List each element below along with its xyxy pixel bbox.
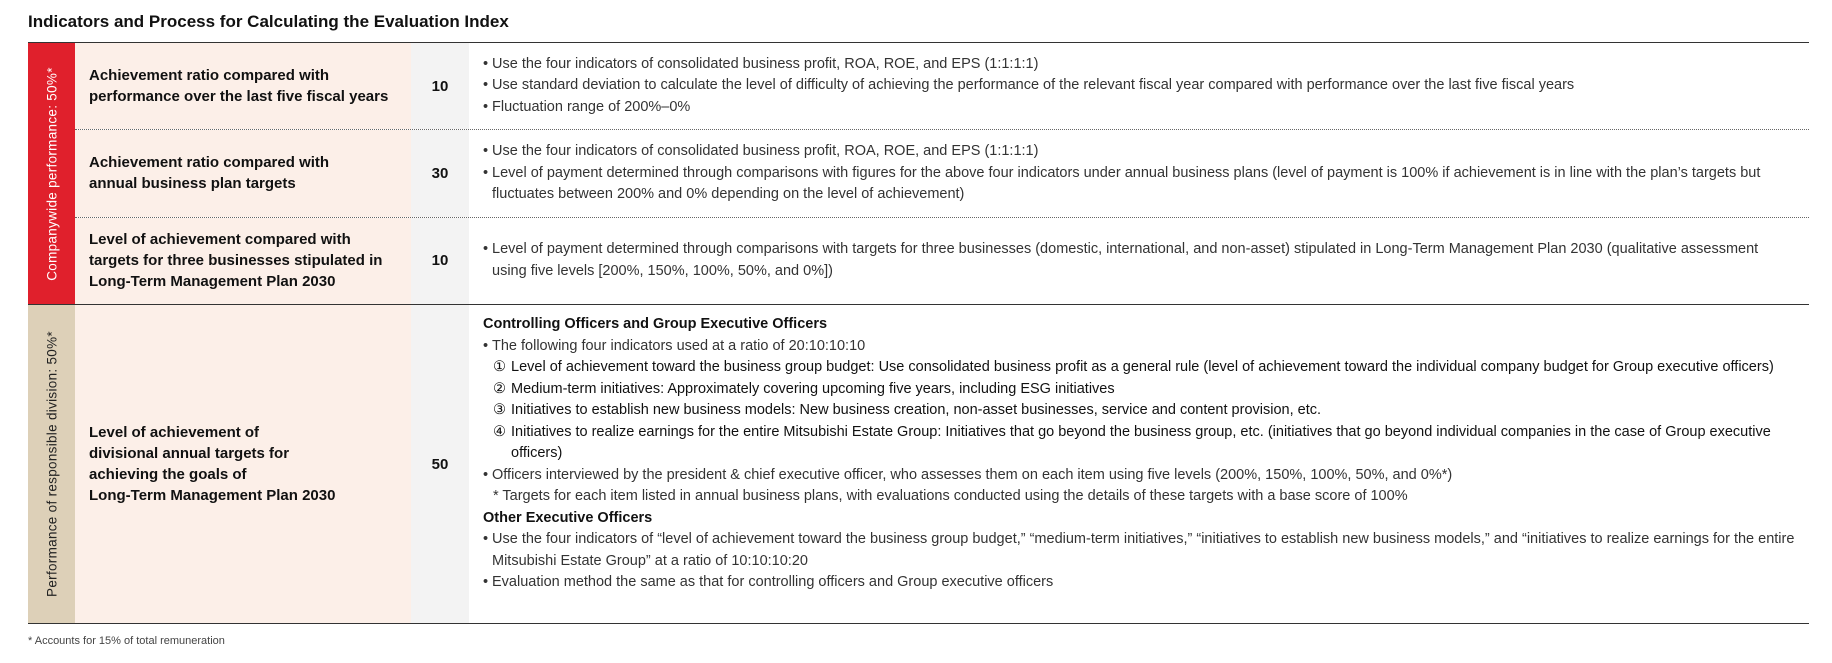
label-line: Achievement ratio compared with <box>89 67 330 85</box>
description <box>469 43 1809 129</box>
item-number: ② <box>493 380 506 397</box>
label-line: Long-Term Management Plan 2030 <box>89 487 336 504</box>
table-row <box>75 218 1809 304</box>
score-value: 10 <box>411 43 469 129</box>
indicator-label <box>75 130 411 216</box>
label-line: Achievement ratio compared with <box>89 154 330 172</box>
companywide-sidebar-label: Companywide performance: 50%* <box>44 66 59 281</box>
description <box>469 305 1809 623</box>
label-line: Level of achievement compared with <box>89 231 351 249</box>
companywide-sidebar <box>28 43 75 304</box>
numbered-item <box>483 422 1795 465</box>
division-sidebar <box>28 305 75 623</box>
companywide-section <box>28 43 1809 305</box>
page-title: Indicators and Process for Calculating the Evaluation Index <box>28 12 509 31</box>
numbered-item <box>483 379 1795 401</box>
division-sidebar-label: Performance of responsible division: 50%* <box>44 331 59 597</box>
item-text: Medium-term initiatives: Approximately covering upcoming five years, including ESG initiatives <box>511 380 1115 397</box>
item-text: Level of achievement toward the business group budget: Use consolidated business profit as a general rule (level of achievement toward the individual company budget for Group executive officers) <box>511 359 1774 375</box>
label-line: targets for three businesses stipulated in <box>89 252 383 270</box>
indicator-label <box>75 305 411 623</box>
bullet-item: • Officers interviewed by the president & chief executive officer, who assesses them on each item using five levels (200%, 150%, 100%, 50%, and 0%*) <box>483 465 1795 487</box>
bullet-item: • Fluctuation range of 200%–0% <box>483 97 1795 119</box>
indicator-label <box>75 43 411 129</box>
label-line: performance over the last five fiscal years <box>89 88 389 106</box>
note-text: * Targets for each item listed in annual business plans, with evaluations conducted using the details of these targets with a base score of 100% <box>493 488 1408 504</box>
score-value: 50 <box>411 305 469 623</box>
indicator-label <box>75 218 411 304</box>
label-line: Long-Term Management Plan 2030 <box>89 273 336 291</box>
bullet-item: • Level of payment determined through comparisons with targets for three businesses (domestic, international, and non-asset) stipulated in Long-Term Management Plan 2030 (qualitative assessment using five levels [200%, 150%, 100%, 50%, and 0%]) <box>483 239 1795 282</box>
score-value: 10 <box>411 218 469 304</box>
table-row <box>75 43 1809 130</box>
footnote: * Accounts for 15% of total remuneration <box>28 635 225 647</box>
subheading: Controlling Officers and Group Executive Officers <box>483 316 828 332</box>
bullet-item: • Use the four indicators of consolidated business profit, ROA, ROE, and EPS (1:1:1:1) <box>483 141 1795 163</box>
bullet-item: • Use standard deviation to calculate the level of difficulty of achieving the performance of the relevant fiscal year compared with performance over the last five fiscal years <box>483 75 1795 97</box>
label-line: Level of achievement of <box>89 424 260 441</box>
item-number: ③ <box>493 402 506 418</box>
item-number: ① <box>493 359 506 375</box>
bullet-item: • The following four indicators used at a ratio of 20:10:10:10 <box>483 336 1795 358</box>
bullet-item: • Evaluation method the same as that for controlling officers and Group executive officers <box>483 572 1795 594</box>
label-line: achieving the goals of <box>89 466 247 483</box>
subheading: Other Executive Officers <box>483 509 653 526</box>
table-row <box>75 130 1809 217</box>
table-row <box>75 305 1809 623</box>
score-value: 30 <box>411 130 469 216</box>
division-section <box>28 305 1809 623</box>
numbered-item <box>483 400 1795 422</box>
description <box>469 218 1809 304</box>
bullet-item: • Use the four indicators of consolidated business profit, ROA, ROE, and EPS (1:1:1:1) <box>483 54 1795 76</box>
bullet-item: • Level of payment determined through comparisons with figures for the above four indicators under annual business plans (level of payment is 100% if achievement is in line with the plan’s targets but fluctuates between 200% and 0% depending on the level of achievement) <box>483 163 1795 206</box>
label-line: divisional annual targets for <box>89 445 290 462</box>
label-line: annual business plan targets <box>89 175 296 193</box>
numbered-item <box>483 357 1795 379</box>
item-text: Initiatives to establish new business models: New business creation, non-asset businesses, service and content provision, etc. <box>511 402 1322 418</box>
bullet-item: • Use the four indicators of “level of achievement toward the business group budget,” “medium-term initiatives,” “initiatives to establish new business models,” and “initiatives to realize earnings for the entire Mitsubishi Estate Group” at a ratio of 10:10:10:20 <box>483 529 1795 572</box>
evaluation-index-table <box>28 42 1809 624</box>
item-number: ④ <box>493 423 506 440</box>
description <box>469 130 1809 216</box>
item-text: Initiatives to realize earnings for the entire Mitsubishi Estate Group: Initiatives that go beyond the business group, etc. (initiatives that go beyond individual companies in the case of Group executive officers) <box>511 423 1771 461</box>
